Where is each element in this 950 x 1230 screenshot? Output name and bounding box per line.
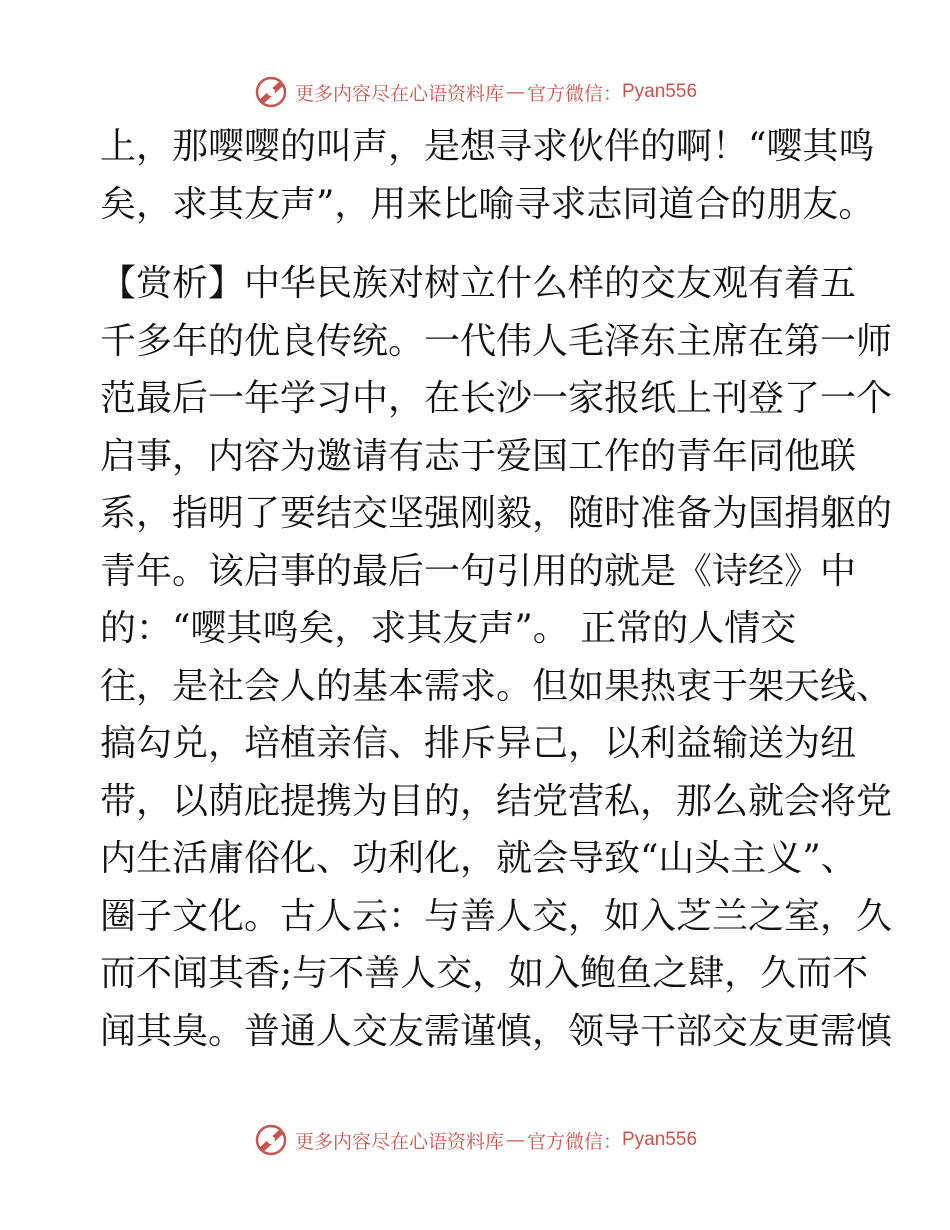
text-line: 矣，求其友声”，用来比喻寻求志同道合的朋友。: [100, 183, 875, 225]
text-line: 圈子文化。古人云：与善人交，如入芝兰之室，久: [100, 895, 893, 937]
banner-wechat-label: 官方微信：: [526, 82, 622, 105]
pen-logo-icon: [253, 74, 289, 110]
text-line: 带，以荫庇提携为目的，结党营私，那么就会将党: [100, 780, 893, 822]
paragraph-1: [100, 118, 875, 233]
text-line: 而不闻其香;与不善人交，如入鲍鱼之肆，久而不: [100, 953, 869, 994]
text-line: 的：“嘤其鸣矣，求其友声”。 正常的人情交: [100, 608, 797, 649]
banner-wechat-label: 官方微信：: [526, 1130, 622, 1153]
paragraph-2: [100, 255, 893, 1060]
banner-wechat-id: Pyan556: [622, 1129, 698, 1150]
footer-watermark: [0, 1120, 950, 1160]
header-watermark: [0, 72, 950, 112]
text-line: 系，指明了要结交坚强刚毅，随时准备为国捐躯的: [100, 493, 893, 534]
text-line: 青年。该启事的最后一句引用的就是《诗经》中: [100, 550, 857, 592]
text-line: 搞勾兑，培植亲信、排斥异己，以利益输送为纽: [100, 723, 857, 764]
text-line: 范最后一年学习中，在长沙一家报纸上刊登了一个: [100, 378, 893, 419]
banner-site-text: 更多内容尽在心语资料库: [294, 82, 504, 105]
banner-site-text: 更多内容尽在心语资料库: [294, 1130, 504, 1153]
text-line: 【赏析】中华民族对树立什么样的交友观有着五: [100, 263, 857, 304]
text-line: 闻其臭。普通人交友需谨慎，领导干部交友更需慎: [100, 1010, 893, 1052]
text-line: 内生活庸俗化、功利化，就会导致“山头主义”、: [100, 838, 857, 879]
banner-wechat-id: Pyan556: [622, 81, 698, 102]
text-line: 往，是社会人的基本需求。但如果热衷于架天线、: [100, 665, 893, 707]
text-line: 千多年的优良传统。一代伟人毛泽东主席在第一师: [100, 320, 893, 362]
banner-separator: —: [505, 81, 525, 103]
pen-logo-icon: [253, 1122, 289, 1158]
document-body: [100, 118, 893, 1060]
text-line: 上，那嘤嘤的叫声，是想寻求伙伴的啊！“嘤其鸣: [100, 126, 875, 167]
text-line: 启事，内容为邀请有志于爱国工作的青年同他联: [100, 435, 857, 477]
banner-separator: —: [505, 1129, 525, 1151]
